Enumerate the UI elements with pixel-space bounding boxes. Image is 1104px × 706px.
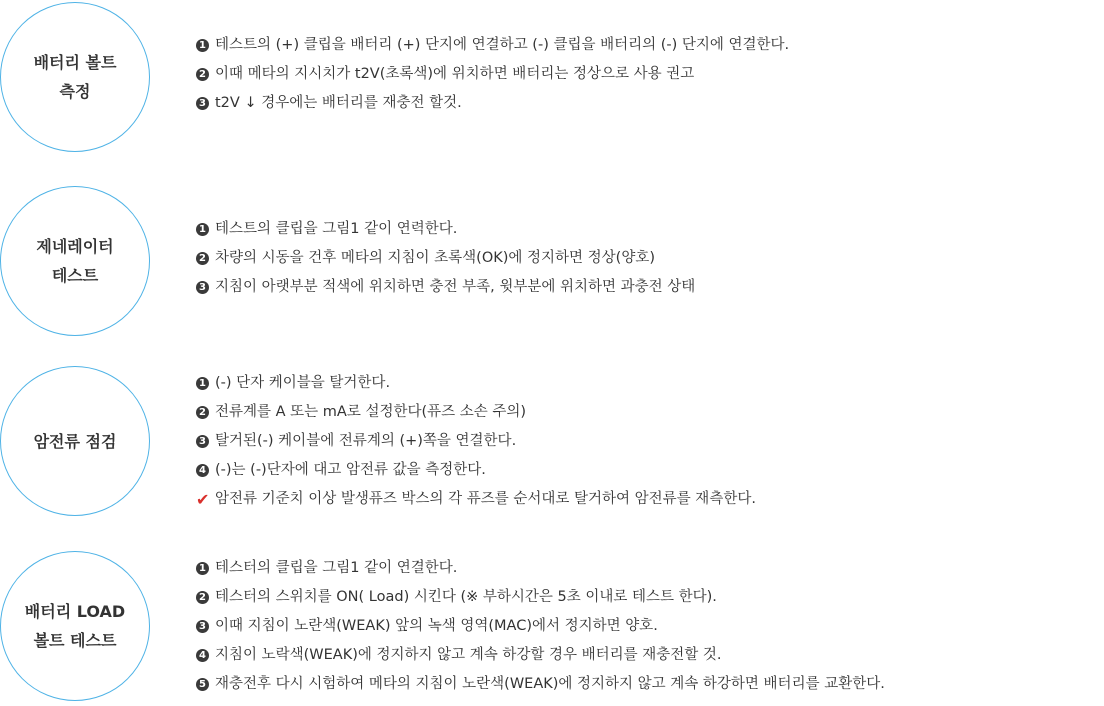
number-badge-icon: 1 xyxy=(196,223,209,236)
number-badge-icon: 2 xyxy=(196,252,209,265)
number-badge-icon: 4 xyxy=(196,464,209,477)
list-item xyxy=(196,641,885,670)
section-title-circle xyxy=(0,551,150,701)
list-item xyxy=(196,60,789,89)
step-text: 지침이 아랫부분 적색에 위치하면 충전 부족, 윗부분에 위치하면 과충전 상태 xyxy=(215,279,696,295)
list-item xyxy=(196,583,885,612)
list-item xyxy=(196,215,695,244)
section-title: 배터리 LOAD 볼트 테스트 xyxy=(24,602,126,650)
step-text: 테스트의 (+) 클립을 배터리 (+) 단지에 연결하고 (-) 클립을 배터리의 (-) 단지에 연결한다. xyxy=(215,37,790,53)
list-item xyxy=(196,89,789,118)
step-list xyxy=(196,369,756,514)
number-badge-icon: 3 xyxy=(196,281,209,294)
step-text: 탈거된(-) 케이블에 전류계의 (+)쪽을 연결한다. xyxy=(215,433,517,449)
step-list xyxy=(196,31,789,118)
list-item xyxy=(196,244,695,273)
step-text: 이때 지침이 노란색(WEAK) 앞의 녹색 영역(MAC)에서 정지하면 양호. xyxy=(215,618,658,634)
step-text: 테스터의 클립을 그림1 같이 연결한다. xyxy=(215,560,458,576)
number-badge-icon: 5 xyxy=(196,678,209,691)
list-item xyxy=(196,31,789,60)
number-badge-icon: 3 xyxy=(196,435,209,448)
list-item xyxy=(196,369,756,398)
step-text: t2V ↓ 경우에는 배터리를 재충전 할것. xyxy=(215,95,462,111)
number-badge-icon: 1 xyxy=(196,562,209,575)
section-title: 암전류 점검 xyxy=(33,431,117,451)
step-list xyxy=(196,215,695,302)
step-text: 암전류 기준치 이상 발생퓨즈 박스의 각 퓨즈를 순서대로 탈거하여 암전류를 재측한다. xyxy=(215,491,756,507)
step-text: 지침이 노락색(WEAK)에 정지하지 않고 계속 하강할 경우 배터리를 재충전할 것. xyxy=(215,647,722,663)
section-title-circle xyxy=(0,2,150,152)
number-badge-icon: 3 xyxy=(196,620,209,633)
step-text: 이때 메타의 지시치가 t2V(초록색)에 위치하면 배터리는 정상으로 사용 권고 xyxy=(215,66,695,82)
check-icon: ✔ xyxy=(196,490,210,509)
number-badge-icon: 2 xyxy=(196,68,209,81)
section-title-circle xyxy=(0,186,150,336)
step-text: 차량의 시동을 건후 메타의 지침이 초록색(OK)에 정지하면 정상(양호) xyxy=(215,250,655,266)
number-badge-icon: 2 xyxy=(196,591,209,604)
number-badge-icon: 2 xyxy=(196,406,209,419)
list-item xyxy=(196,612,885,641)
list-item xyxy=(196,273,695,302)
step-text: 테스터의 스위치를 ON( Load) 시킨다 (※ 부하시간은 5초 이내로 테스트 한다). xyxy=(215,589,717,605)
step-text: 재충전후 다시 시험하여 메타의 지침이 노란색(WEAK)에 정지하지 않고 계속 하강하면 배터리를 교환한다. xyxy=(215,676,885,692)
list-item xyxy=(196,670,885,699)
list-item xyxy=(196,456,756,485)
number-badge-icon: 1 xyxy=(196,39,209,52)
step-text: (-)는 (-)단자에 대고 암전류 값을 측정한다. xyxy=(215,462,486,478)
section-title-circle xyxy=(0,366,150,516)
section-title: 배터리 볼트 측정 xyxy=(33,53,117,101)
step-list xyxy=(196,554,885,699)
list-item xyxy=(196,485,756,514)
step-text: 전류계를 A 또는 mA로 설정한다(퓨즈 소손 주의) xyxy=(215,404,527,420)
section-title: 제네레이터 테스트 xyxy=(36,237,114,285)
number-badge-icon: 1 xyxy=(196,377,209,390)
number-badge-icon: 4 xyxy=(196,649,209,662)
number-badge-icon: 3 xyxy=(196,97,209,110)
list-item xyxy=(196,554,885,583)
step-text: 테스트의 클립을 그림1 같이 연력한다. xyxy=(215,221,458,237)
list-item xyxy=(196,398,756,427)
step-text: (-) 단자 케이블을 탈거한다. xyxy=(215,375,391,391)
list-item xyxy=(196,427,756,456)
